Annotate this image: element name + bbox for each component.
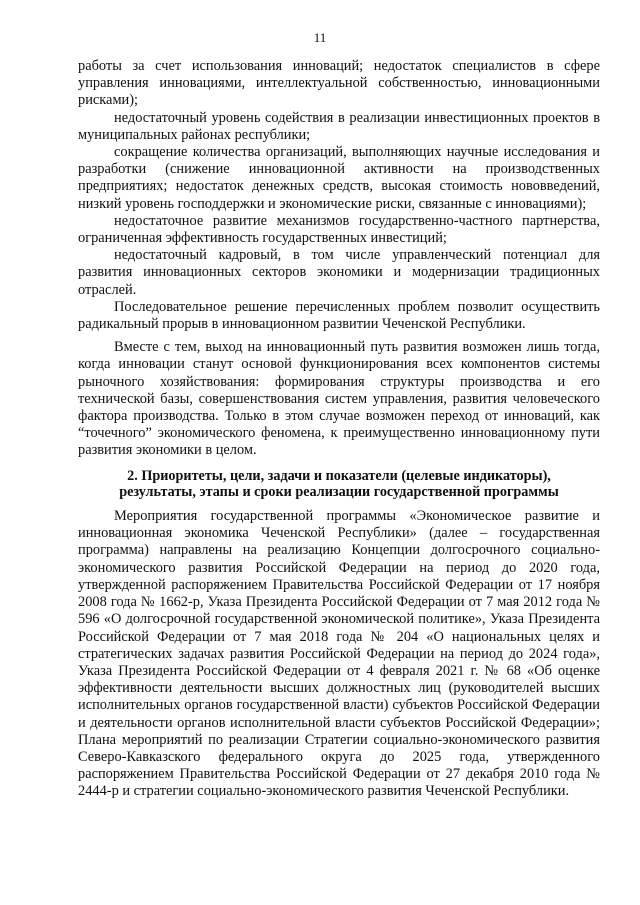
list-item-investment-support: недостаточный уровень содействия в реализации инвестиционных проектов в муниципальных районах республики; bbox=[78, 109, 600, 143]
section-heading-line-2: результаты, этапы и сроки реализации государственной программы bbox=[119, 483, 559, 500]
paragraph-problem-solving: Последовательное решение перечисленных проблем позволит осуществить радикальный прорыв в инновационном развитии Чеченской Республики. bbox=[78, 298, 600, 333]
list-item-human-resources: недостаточный кадровый, в том числе управленческий потенциал для развития инновационных секторов экономики и модернизации традиционных отраслей. bbox=[78, 247, 600, 298]
paragraph-innovation-path: Вместе с тем, выход на инновационный путь развития возможен лишь тогда, когда инновации станут основой функционирования всех компонентов системы рыночного хозяйствования: формирования структуры производства и его технической базы, совершенствования систем управления, развития человеческого фактора производства. Только в этом случае возможен переход от инноваций, как “точечного” экономического феномена, к преимущественно инновационному пути развития экономики в целом. bbox=[78, 339, 600, 459]
section-heading bbox=[78, 468, 600, 500]
section-heading-line-1: 2. Приоритеты, цели, задачи и показатели (целевые индикаторы), bbox=[127, 467, 551, 484]
paragraph-program-measures: Мероприятия государственной программы «Экономическое развитие и инновационная экономика Чеченской Республики» (далее – государственная программа) направлены на реализацию Концепции долгосрочного социально-экономического развития Российской Федерации на период до 2020 года, утвержденной распоряжением Правительства Российской Федерации от 17 ноября 2008 года № 1662-р, Указа Президента Российской Федерации от 7 мая 2012 года № 596 «О долгосрочной государственной экономической политике», Указа Президента Российской Федерации от 7 мая 2018 года № 204 «О национальных целях и стратегических задачах развития Российской Федерации на период до 2024 года», Указа Президента Российской Федерации от 4 февраля 2021 г. № 68 «Об оценке эффективности деятельности высших должностных лиц (руководителей высших исполнительных органов государственной власти) субъектов Российской Федерации и деятельности органов исполнительной власти субъектов Российской Федерации»; Плана мероприятий по реализации Стратегии социально-экономического развития Северо-Кавказского федерального округа до 2025 года, утвержденного распоряжением Правительства Российской Федерации от 27 декабря 2010 года № 2444-р и стратегии социально-экономического развития Чеченской Республики. bbox=[78, 508, 600, 800]
list-item-public-private-partnership: недостаточное развитие механизмов государственно-частного партнерства, ограниченная эффективность государственных инвестиций; bbox=[78, 212, 600, 247]
page-number: 11 bbox=[313, 30, 327, 45]
list-item-research-organizations: сокращение количества организаций, выполняющих научные исследования и разработки (снижение инновационной активности на производственных предприятиях; недостаток денежных средств, высокая стоимость нововведений, низкий уровень господдержки и экономические риски, связанные с инновациями); bbox=[78, 144, 600, 212]
document-body bbox=[78, 58, 600, 801]
paragraph-continuation: работы за счет использования инноваций; недостаток специалистов в сфере управления инновациями, интеллектуальной собственностью, инновационными рисками); bbox=[78, 58, 600, 109]
